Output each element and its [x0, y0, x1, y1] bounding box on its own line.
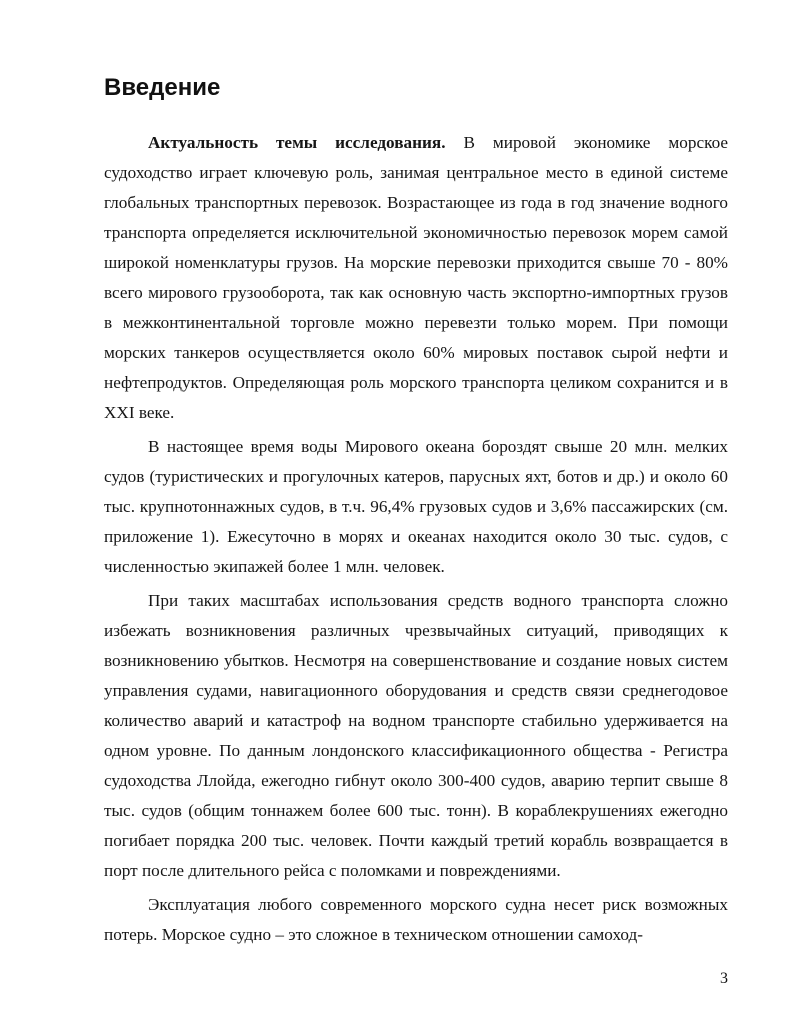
paragraph-fleet: В настоящее время воды Мирового океана бороздят свыше 20 млн. мелких судов (туристических и прогулочных катеров, парусных яхт, ботов и др.) и около 60 тыс. крупнотоннажных судов, в т.ч. 96,4% грузовых судов и 3,6% пассажирских (см. приложение 1). Ежесуточно в морях и океанах находится около 30 тыс. судов, с численностью экипажей более 1 млн. человек.: [104, 437, 728, 576]
paragraph-lead: Актуальность темы исследования.: [148, 133, 446, 152]
paragraph-accidents: При таких масштабах использования средств водного транспорта сложно избежать возникновения различных чрезвычайных ситуаций, приводящих к возникновению убытков. Несмотря на совершенствование и создание новых систем управления судами, навигационного оборудования и средств связи среднегодовое количество аварий и катастроф на водном транспорте стабильно удерживается на одном уровне. По данным лондонского классификационного общества - Регистра судоходства Ллойда, ежегодно гибнут около 300-400 судов, аварию терпит свыше 8 тыс. судов (общим тоннажем более 600 тыс. тонн). В кораблекрушениях ежегодно погибает порядка 200 тыс. человек. Почти каждый третий корабль возвращается в порт после длительного рейса с поломками и повреждениями.: [104, 591, 728, 880]
paragraph-risk: Эксплуатация любого современного морского судна несет риск возможных потерь. Морское судно – это сложное в техническом отношении самоход-: [104, 895, 728, 944]
page-number: 3: [720, 970, 728, 987]
paragraph-text: В мировой экономике морское судоходство играет ключевую роль, занимая центральное место в единой системе глобальных транспортных перевозок. Возрастающее из года в год значение водного транспорта определяется исключительной экономичностью перевозок морем самой широкой номенклатуры грузов. На морские перевозки приходится свыше 70 - 80% всего мирового грузооборота, так как основную часть экспортно-импортных грузов в межконтинентальной торговле можно перевезти только морем. При помощи морских танкеров осуществляется около 60% мировых поставок сырой нефти и нефтепродуктов. Определяющая роль морского транспорта целиком сохранится и в XXI веке.: [104, 133, 728, 422]
paragraph-relevance: [104, 128, 728, 428]
body-text: [104, 128, 728, 950]
section-heading: Введение: [104, 74, 221, 101]
